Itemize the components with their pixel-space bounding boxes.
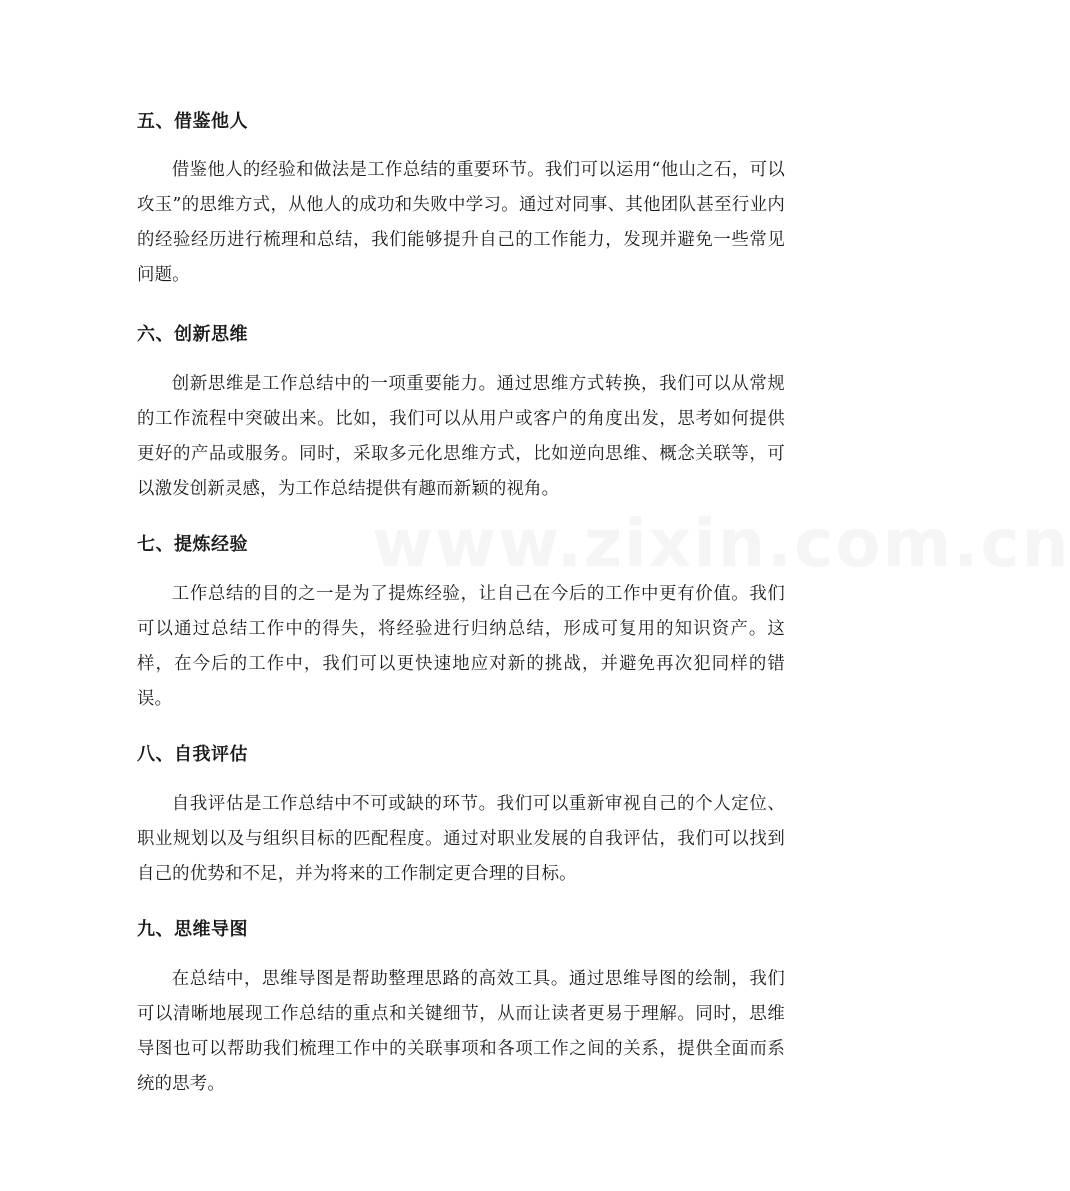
section-paragraph: 在总结中，思维导图是帮助整理思路的高效工具。通过思维导图的绘制，我们可以清晰地展现工作总结的重点和关键细节，从而让读者更易于理解。同时，思维导图也可以帮助我们梳理工作中的关联事项和各项工作之间的关系，提供全面而系统的思考。 bbox=[137, 969, 785, 1094]
section-paragraph: 借鉴他人的经验和做法是工作总结的重要环节。我们可以运用“他山之石，可以攻玉”的思维方式，从他人的成功和失败中学习。通过对同事、其他团队甚至行业内的经验经历进行梳理和总结，我们能够提升自己的工作能力，发现并避免一些常见问题。 bbox=[137, 160, 785, 285]
document-body bbox=[137, 104, 785, 1102]
section-refine-experience bbox=[137, 527, 785, 717]
section-innovative-thinking bbox=[137, 317, 785, 507]
section-heading: 五、借鉴他人 bbox=[137, 111, 248, 132]
section-paragraph: 工作总结的目的之一是为了提炼经验，让自己在今后的工作中更有价值。我们可以通过总结工作中的得失，将经验进行归纳总结，形成可复用的知识资产。这样，在今后的工作中，我们可以更快速地应对新的挑战，并避免再次犯同样的错误。 bbox=[137, 584, 785, 709]
section-heading: 七、提炼经验 bbox=[137, 534, 248, 555]
section-paragraph: 自我评估是工作总结中不可或缺的环节。我们可以重新审视自己的个人定位、职业规划以及与组织目标的匹配程度。通过对职业发展的自我评估，我们可以找到自己的优势和不足，并为将来的工作制定更合理的目标。 bbox=[137, 794, 785, 884]
section-heading: 六、创新思维 bbox=[137, 324, 248, 345]
section-borrow-from-others bbox=[137, 104, 785, 293]
section-paragraph: 创新思维是工作总结中的一项重要能力。通过思维方式转换，我们可以从常规的工作流程中突破出来。比如，我们可以从用户或客户的角度出发，思考如何提供更好的产品或服务。同时，采取多元化思维方式，比如逆向思维、概念关联等，可以激发创新灵感，为工作总结提供有趣而新颖的视角。 bbox=[137, 374, 785, 499]
section-heading: 八、自我评估 bbox=[137, 744, 248, 765]
section-mind-map bbox=[137, 912, 785, 1102]
section-heading: 九、思维导图 bbox=[137, 919, 248, 940]
section-self-assessment bbox=[137, 737, 785, 892]
watermark: www.zixin.com.cn bbox=[372, 505, 1070, 582]
